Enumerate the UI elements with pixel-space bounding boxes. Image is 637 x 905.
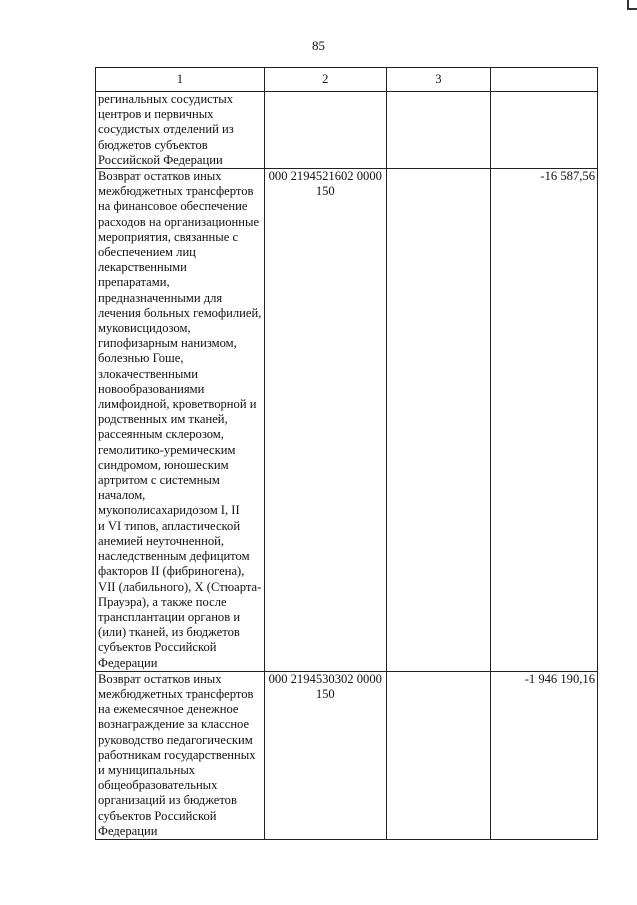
row-amount-cell: -1 946 190,16 xyxy=(490,671,597,839)
row-code-cell xyxy=(264,92,386,169)
code-line: 000 2194530302 0000 xyxy=(268,671,382,686)
row-amount-cell xyxy=(490,92,597,169)
code-line: 150 xyxy=(315,686,335,701)
column-header-4 xyxy=(490,68,597,92)
name-line: субъектов Российской xyxy=(98,808,217,823)
name-line: анемией неуточненной, xyxy=(98,533,225,548)
name-line: межбюджетных трансфертов xyxy=(98,686,254,701)
name-line: (или) тканей, из бюджетов xyxy=(98,625,240,640)
name-line: новообразованиями xyxy=(98,381,205,396)
row-name-cell xyxy=(96,671,265,839)
name-line: межбюджетных трансфертов xyxy=(98,184,254,199)
name-line: злокачественными xyxy=(98,366,199,381)
column-header-3: 3 xyxy=(386,68,490,92)
budget-table xyxy=(95,67,598,840)
corner-mark xyxy=(627,0,637,10)
name-line: мероприятия, связанные с xyxy=(98,229,239,244)
row-name-cell xyxy=(96,92,265,169)
name-line: работникам государственных xyxy=(98,747,256,762)
name-line: наследственным дефицитом xyxy=(98,549,250,564)
row-amount-cell: -16 587,56 xyxy=(490,169,597,672)
name-line: Возврат остатков иных xyxy=(98,169,222,184)
code-line: 150 xyxy=(315,184,335,199)
name-line: вознаграждение за классное xyxy=(98,717,250,732)
name-line: препаратами, xyxy=(98,275,170,290)
name-line: лечения больных гемофилией, xyxy=(98,305,262,320)
name-line: болезнью Гоше, xyxy=(98,351,184,366)
name-line: гипофизарным нанизмом, xyxy=(98,336,237,351)
name-line: субъектов Российской xyxy=(98,640,217,655)
row-col3-cell xyxy=(386,169,490,672)
name-line: на финансовое обеспечение xyxy=(98,199,248,214)
name-line: началом, xyxy=(98,488,146,503)
name-line: синдромом, юношеским xyxy=(98,457,229,472)
row-code-cell xyxy=(264,671,386,839)
name-line: предназначенными для xyxy=(98,290,223,305)
name-line: Прауэра), а также после xyxy=(98,594,227,609)
name-line: лекарственными xyxy=(98,260,187,275)
name-line: мукополисахаридозом I, II xyxy=(98,503,240,518)
code-line: 000 2194521602 0000 xyxy=(268,169,382,184)
name-line: VII (лабильного), X (Стюарта- xyxy=(98,579,262,594)
name-line: Федерации xyxy=(98,823,158,838)
name-line: Российской Федерации xyxy=(98,152,223,167)
name-line: бюджетов субъектов xyxy=(98,137,208,152)
row-col3-cell xyxy=(386,92,490,169)
name-line: на ежемесячное денежное xyxy=(98,702,239,717)
name-line: Возврат остатков иных xyxy=(98,671,222,686)
row-col3-cell xyxy=(386,671,490,839)
name-line: регинальных сосудистых xyxy=(98,92,234,106)
page-number: 85 xyxy=(312,38,325,53)
row-code-cell xyxy=(264,169,386,672)
table-row xyxy=(96,92,598,169)
name-line: Федерации xyxy=(98,655,158,670)
name-line: руководство педагогическим xyxy=(98,732,253,747)
name-line: гемолитико-уремическим xyxy=(98,442,236,457)
name-line: рассеянным склерозом, xyxy=(98,427,224,442)
column-header-2: 2 xyxy=(264,68,386,92)
name-line: центров и первичных xyxy=(98,107,214,122)
table-row xyxy=(96,169,598,672)
name-line: организаций из бюджетов xyxy=(98,793,237,808)
name-line: обеспечением лиц xyxy=(98,245,196,260)
name-line: расходов на организационные xyxy=(98,214,260,229)
name-line: муковисцидозом, xyxy=(98,321,191,336)
column-header-1: 1 xyxy=(96,68,265,92)
name-line: артритом с системным xyxy=(98,473,220,488)
name-line: сосудистых отделений из xyxy=(98,122,234,137)
name-line: и VI типов, апластической xyxy=(98,518,241,533)
name-line: трансплантации органов и xyxy=(98,609,241,624)
name-line: общеобразовательных xyxy=(98,778,218,793)
row-name-cell xyxy=(96,169,265,672)
name-line: лимфоидной, кроветворной и xyxy=(98,397,257,412)
table-row xyxy=(96,671,598,839)
name-line: факторов II (фибриногена), xyxy=(98,564,245,579)
table-header-row xyxy=(96,68,598,92)
table-body xyxy=(96,92,598,840)
name-line: и муниципальных xyxy=(98,762,196,777)
name-line: родственных им тканей, xyxy=(98,412,228,427)
